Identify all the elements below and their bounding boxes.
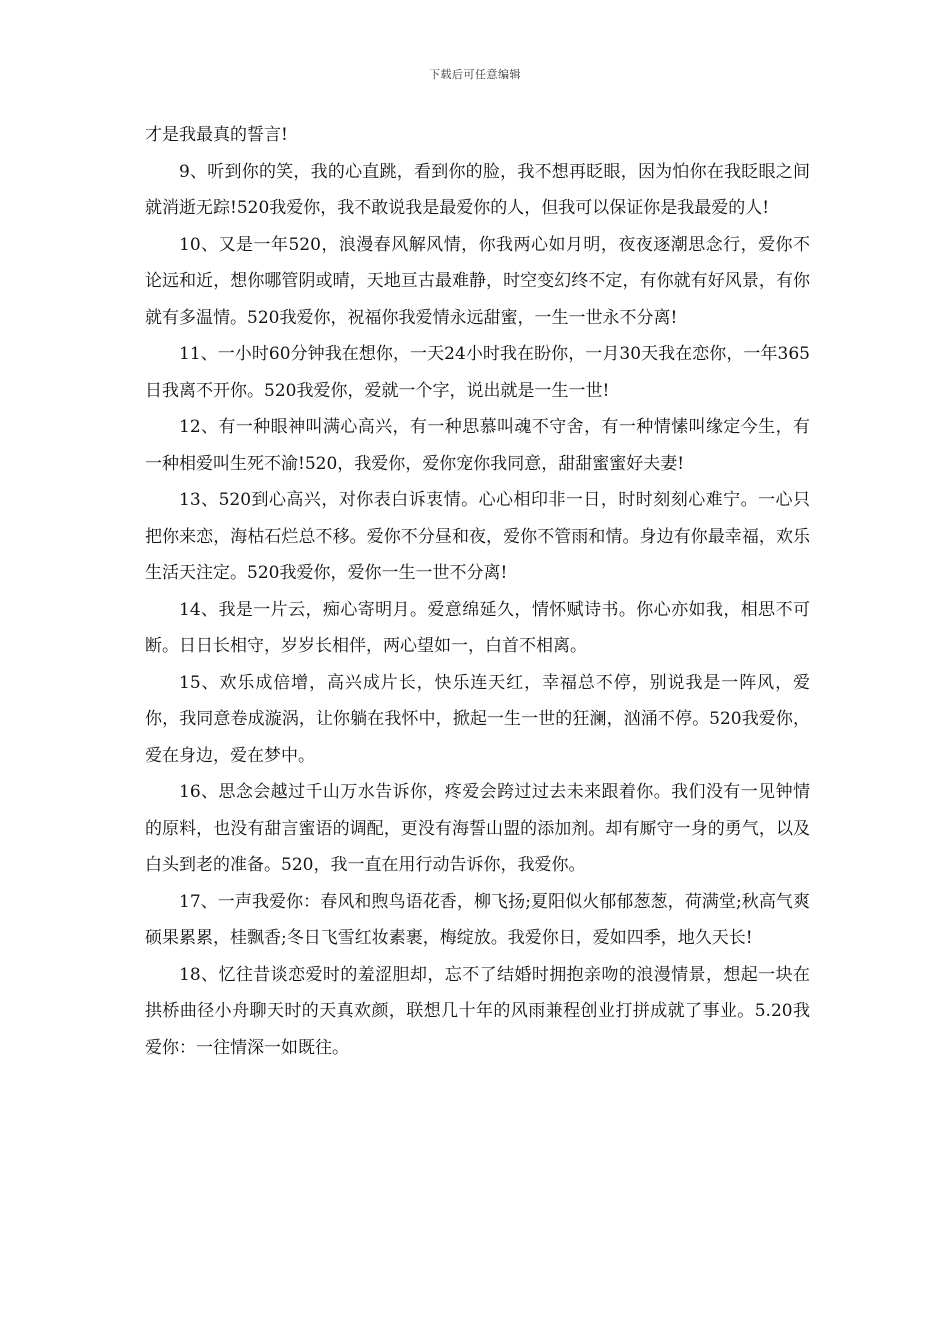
paragraph-14: 14、我是一片云，痴心寄明月。爱意绵延久，情怀赋诗书。你心亦如我，相思不可断。日日长相守，岁岁长相伴，两心望如一，白首不相离。 — [145, 599, 810, 656]
paragraph-15: 15、欢乐成倍增，高兴成片长，快乐连天红，幸福总不停，别说我是一阵风，爱你，我同意卷成漩涡，让你躺在我怀中，掀起一生一世的狂澜，汹涌不停。520我爱你，爱在身边，爱在梦中。 — [145, 672, 810, 766]
paragraph-17: 17、一声我爱你：春风和煦鸟语花香，柳飞扬;夏阳似火郁郁葱葱，荷满堂;秋高气爽硕果累累，桂飘香;冬日飞雪红妆素裹，梅绽放。我爱你日，爱如四季，地久天长! — [145, 891, 810, 948]
paragraph-10: 10、又是一年520，浪漫春风解风情，你我两心如月明，夜夜逐潮思念行，爱你不论远和近，想你哪管阴或晴，天地亘古最难静，时空变幻终不定，有你就有好风景，有你就有多温情。520我爱你，祝福你我爱情永远甜蜜，一生一世永不分离! — [145, 234, 810, 328]
paragraph-continuation: 才是我最真的誓言! — [145, 125, 288, 145]
page-header: 下载后可任意编辑 — [429, 68, 521, 81]
document-body — [145, 117, 810, 1066]
paragraph-12: 12、有一种眼神叫满心高兴，有一种思慕叫魂不守舍，有一种情愫叫缘定今生，有一种相爱叫生死不渝!520，我爱你，爱你宠你我同意，甜甜蜜蜜好夫妻! — [145, 417, 810, 474]
paragraph-13: 13、520到心高兴，对你表白诉衷情。心心相印非一日，时时刻刻心难宁。一心只把你来恋，海枯石烂总不移。爱你不分昼和夜，爱你不管雨和情。身边有你最幸福，欢乐生活天注定。520我爱你，爱你一生一世不分离! — [145, 490, 810, 583]
paragraph-18: 18、忆往昔谈恋爱时的羞涩胆却，忘不了结婚时拥抱亲吻的浪漫情景，想起一块在拱桥曲径小舟聊天时的天真欢颜，联想几十年的风雨兼程创业打拼成就了事业。5.20我爱你：一往情深一如既往。 — [145, 964, 810, 1058]
paragraph-11: 11、一小时60分钟我在想你，一天24小时我在盼你，一月30天我在恋你，一年365日我离不开你。520我爱你，爱就一个字，说出就是一生一世! — [145, 344, 810, 401]
paragraph-16: 16、思念会越过千山万水告诉你，疼爱会跨过过去未来跟着你。我们没有一见钟情的原料，也没有甜言蜜语的调配，更没有海誓山盟的添加剂。却有厮守一身的勇气，以及白头到老的准备。520，我一直在用行动告诉你，我爱你。 — [145, 782, 810, 875]
paragraph-9: 9、听到你的笑，我的心直跳，看到你的脸，我不想再眨眼，因为怕你在我眨眼之间就消逝无踪!520我爱你，我不敢说我是最爱你的人，但我可以保证你是我最爱的人! — [145, 161, 810, 218]
